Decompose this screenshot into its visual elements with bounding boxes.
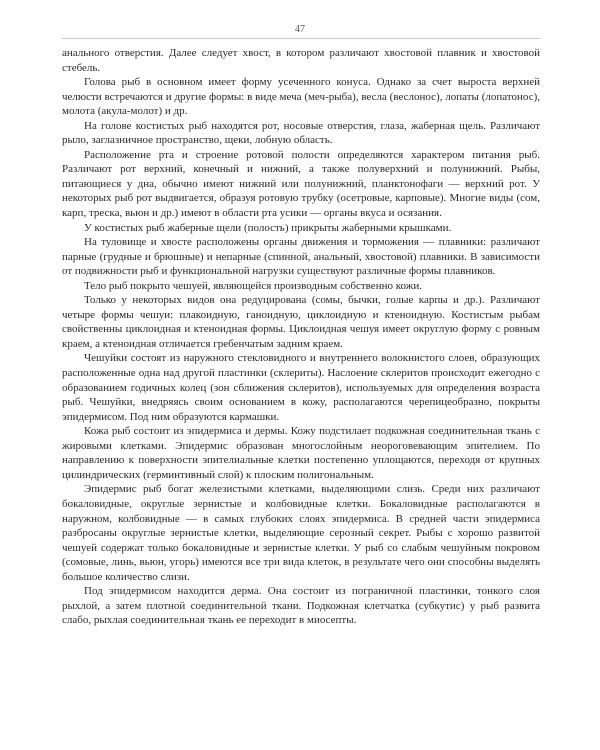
paragraph: На голове костистых рыб находятся рот, носовые отверстия, глаза, жаберная щель. Различают рыло, заглазничное пространство, щеки, лобную область. [62,119,540,147]
body-text [62,46,540,628]
paragraph: Расположение рта и строение ротовой полости определяются характером питания рыб. Различают рот верхний, конечный и нижний, а также полуверхний и полунижний. Рыбы, питающиеся у дна, обычно имеют нижний или полунижний, планктонофаги — верхний рот. У некоторых рыб рот выдвигается, образуя ротовую трубку (осетровые, карповые). Многие виды (сом, карп, треска, вьюн и др.) имеют в области рта усики — органы вкуса и осязания. [62,148,540,220]
paragraph: анального отверстия. Далее следует хвост, в котором различают хвостовой плавник и хвостовой стебель. [62,47,540,74]
paragraph: Тело рыб покрыто чешуей, являющейся производным собственно кожи. [84,279,422,292]
paragraph: Только у некоторых видов она редуцирована (сомы, бычки, голые карпы и др.). Различают четыре формы чешуи: плакоидную, ганоидную, циклоидную и ктеноидную. Костистым рыбам свойственны циклоидная и ктеноидная формы. Циклоидная чешуя имеет округлую форму с ровным краем, а ктеноидная отличается гребенчатым задним краем. [62,294,540,350]
page-number: 47 [295,24,305,35]
paragraph: Эпидермис рыб богат железистыми клетками, выделяющими слизь. Среди них различают бокаловидные, округлые зернистые и колбовидные клетки. Бокаловидные располагаются в наружном, колбовидные — в самых глубоких слоях эпидермиса. В средней части эпидермиса разбросаны округлые зернистые клетки, выделяющие серозный секрет. Рыбы с хорошо развитой чешуей содержат только бокаловидные и зернистые клетки. У рыб со слабым чешуйным покровом (сомовые, линь, вьюн, угорь) имеются все три вида клеток, в результате чего они способны выделять большое количество слизи. [62,483,540,583]
paragraph: Кожа рыб состоит из эпидермиса и дермы. Кожу подстилает подкожная соединительная ткань с жировыми клетками. Эпидермис образован многослойным неороговевающим эпителием. По направлению к поверхности эпителиальные клетки постепенно уплощаются, переходя от крупных цилиндрических (герминтивный слой) к плоским полигональным. [62,425,540,481]
paragraph: Чешуйки состоят из наружного стекловидного и внутреннего волокнистого слоев, образующих расположенные одна над другой пластинки (склериты). Наслоение склеритов происходит ежегодно с образованием годичных колец (зон сближения склеритов), используемых для определения возраста рыб. Чешуйки, внедряясь своим основанием в кожу, располагаются черепицеобразно, покрыты эпидермисом. Под ним образуются кармашки. [62,352,540,423]
paragraph: Голова рыб в основном имеет форму усеченного конуса. Однако за счет выроста верхней челюсти встречаются и другие формы: в виде меча (меч-рыба), весла (веслонос), лопаты (лопатонос), молота (акула-молот) и др. [62,76,540,118]
header-rule [62,38,540,39]
paragraph: У костистых рыб жаберные щели (полость) прикрыты жаберными крышками. [84,221,452,234]
paragraph: На туловище и хвосте расположены органы движения и торможения — плавники: различают парные (грудные и брюшные) и непарные (спинной, анальный, хвостовой) плавники. В зависимости от подвижности рыб и функциональной нагрузки существуют различные формы плавников. [62,236,540,278]
paragraph: Под эпидермисом находится дерма. Она состоит из пограничной пластинки, тонкого слоя рыхлой, а затем плотной соединительной ткани. Подкожная клетчатка (субкутис) у рыб развита слабо, рыхлая соединительная ткань ее переходит в миосепты. [62,585,540,627]
